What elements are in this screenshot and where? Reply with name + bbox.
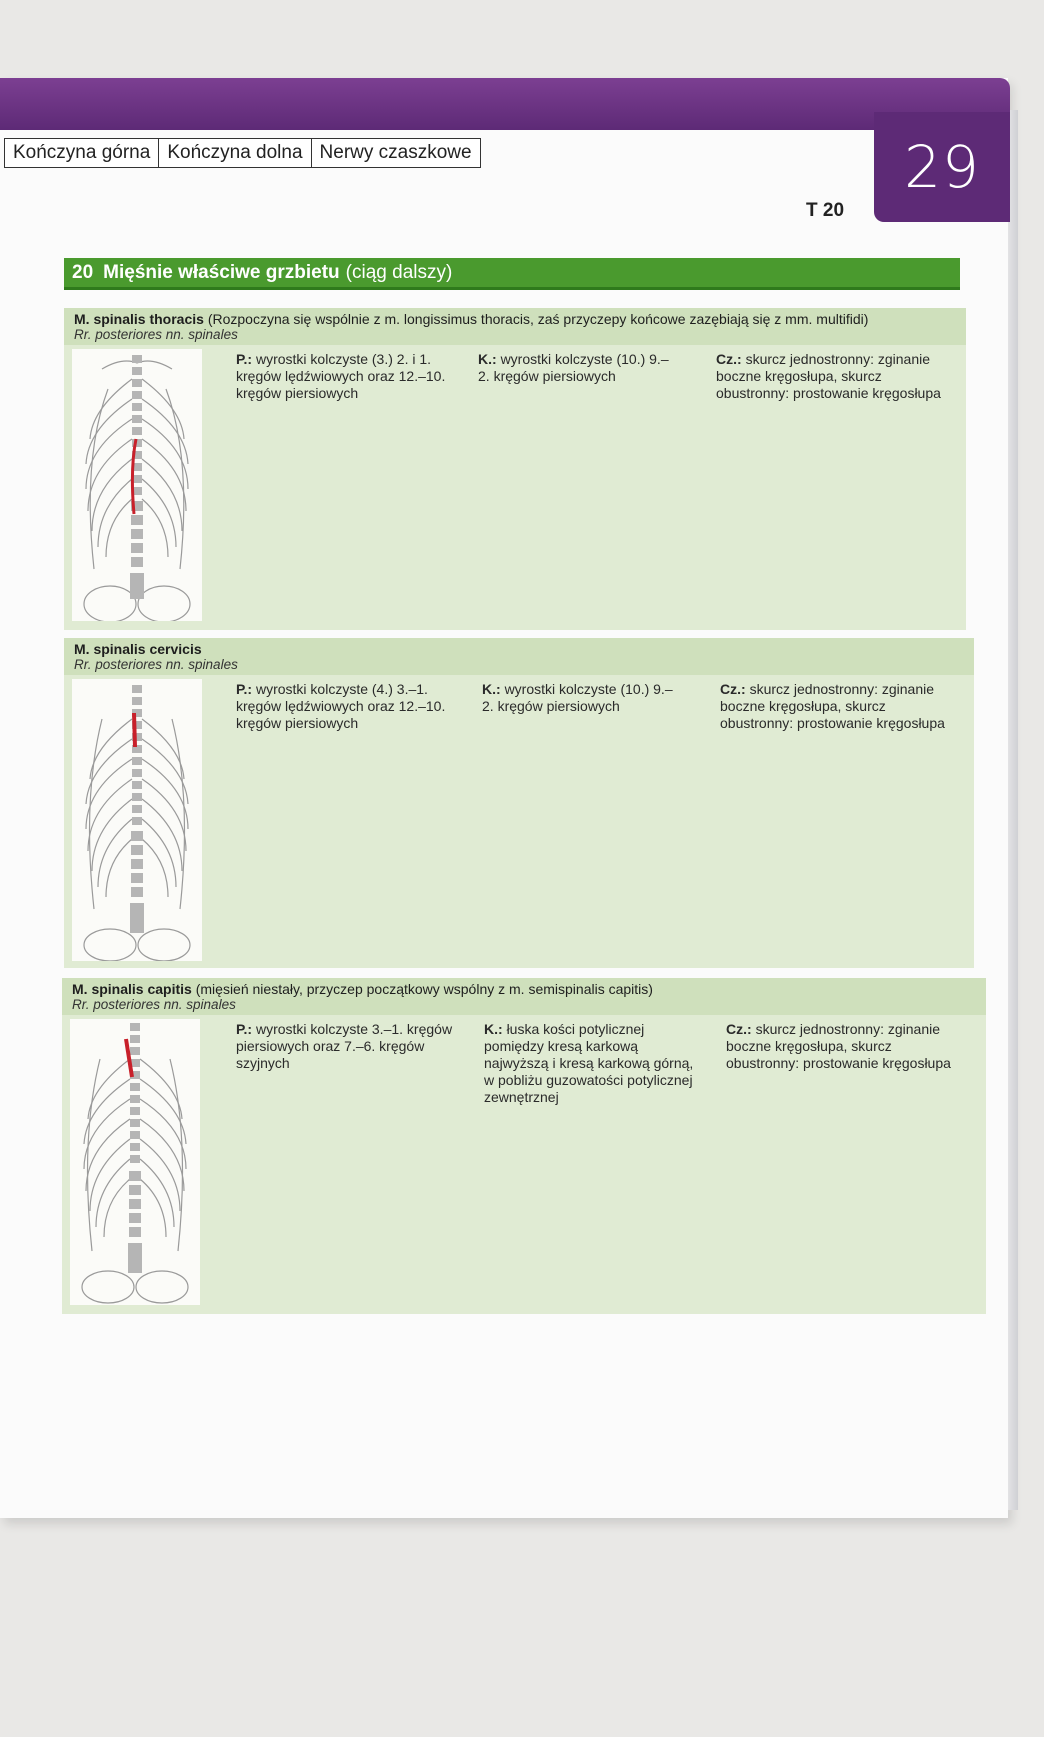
section-number: 20 (72, 261, 94, 283)
muscle-highlight (126, 1039, 132, 1077)
origin-column (236, 681, 448, 732)
muscle-name: M. spinalis thoracis (74, 311, 204, 327)
table-label: T 20 (806, 200, 845, 221)
function-label: Cz.: (716, 351, 742, 367)
insertion-label: K.: (482, 681, 501, 697)
nav-item-cranial-nerves[interactable]: Nerwy czaszkowe (319, 142, 472, 163)
origin-column (236, 1021, 454, 1072)
muscle-header (62, 978, 986, 1015)
spine-skeleton-illustration (70, 1019, 200, 1305)
muscle-note: (Rozpoczyna się wspólnie z m. longissimus thoracis, zaś przyczepy końcowe zazębiają się z mm. multifidi) (207, 311, 869, 327)
section-subtitle: (ciąg dalszy) (345, 261, 453, 283)
origin-text: wyrostki kolczyste (4.) 3.–1. kręgów lędźwiowych oraz 12.–10. kręgów piersiowych (236, 681, 446, 731)
muscle-nerve: Rr. posteriores nn. spinales (74, 327, 238, 342)
muscle-name: M. spinalis capitis (72, 981, 192, 997)
muscle-block-spinalis-cervicis (64, 638, 974, 968)
muscle-header (64, 638, 974, 675)
function-label: Cz.: (726, 1021, 752, 1037)
function-column (716, 351, 956, 402)
muscle-note: (mięsień niestały, przyczep początkowy wspólny z m. semispinalis capitis) (195, 981, 653, 997)
origin-label: P.: (236, 351, 253, 367)
function-text: skurcz jednostronny: zginanie boczne kręgosłupa, skurcz obustronny: prostowanie kręgosłupa (716, 351, 941, 401)
muscle-highlight (134, 713, 135, 747)
section-header (64, 258, 960, 290)
origin-text: wyrostki kolczyste (3.) 2. i 1. kręgów lędźwiowych oraz 12.–10. kręgów piersiowych (236, 351, 446, 401)
origin-text: wyrostki kolczyste 3.–1. kręgów piersiowych oraz 7.–6. kręgów szyjnych (236, 1021, 453, 1071)
chapter-nav (4, 138, 481, 168)
muscle-block-spinalis-capitis (62, 978, 986, 1314)
insertion-column (478, 351, 678, 385)
muscle-nerve: Rr. posteriores nn. spinales (72, 997, 236, 1012)
function-column (720, 681, 960, 732)
nav-item-upper-limb[interactable]: Kończyna górna (5, 139, 159, 167)
nav-item-lower-limb[interactable]: Kończyna dolna (159, 139, 311, 167)
origin-label: P.: (236, 681, 253, 697)
function-text: skurcz jednostronny: zginanie boczne kręgosłupa, skurcz obustronny: prostowanie kręgosłupa (726, 1021, 951, 1071)
function-label: Cz.: (720, 681, 746, 697)
page-number: 29 (874, 112, 1010, 222)
muscle-block-spinalis-thoracis (64, 308, 966, 630)
header-band (0, 78, 1010, 130)
insertion-text: łuska kości potylicznej pomiędzy kresą karkową najwyższą i kresą karkową górną, w pobliżu guzowatości potylicznej zewnętrznej (484, 1021, 694, 1105)
insertion-column (482, 681, 682, 715)
muscle-nerve: Rr. posteriores nn. spinales (74, 657, 238, 672)
section-title: Mięśnie właściwe grzbietu (103, 261, 340, 283)
insertion-text: wyrostki kolczyste (10.) 9.–2. kręgów piersiowych (482, 681, 673, 714)
insertion-text: wyrostki kolczyste (10.) 9.–2. kręgów piersiowych (478, 351, 669, 384)
spine-skeleton-illustration (72, 349, 202, 621)
page-edge (1008, 110, 1018, 1510)
origin-label: P.: (236, 1021, 253, 1037)
insertion-label: K.: (484, 1021, 503, 1037)
muscle-header (64, 308, 966, 345)
spine-skeleton-illustration (72, 679, 202, 961)
insertion-column (484, 1021, 696, 1106)
insertion-label: K.: (478, 351, 497, 367)
muscle-name: M. spinalis cervicis (74, 641, 202, 657)
origin-column (236, 351, 446, 402)
function-column (726, 1021, 966, 1072)
function-text: skurcz jednostronny: zginanie boczne kręgosłupa, skurcz obustronny: prostowanie kręgosłupa (720, 681, 945, 731)
